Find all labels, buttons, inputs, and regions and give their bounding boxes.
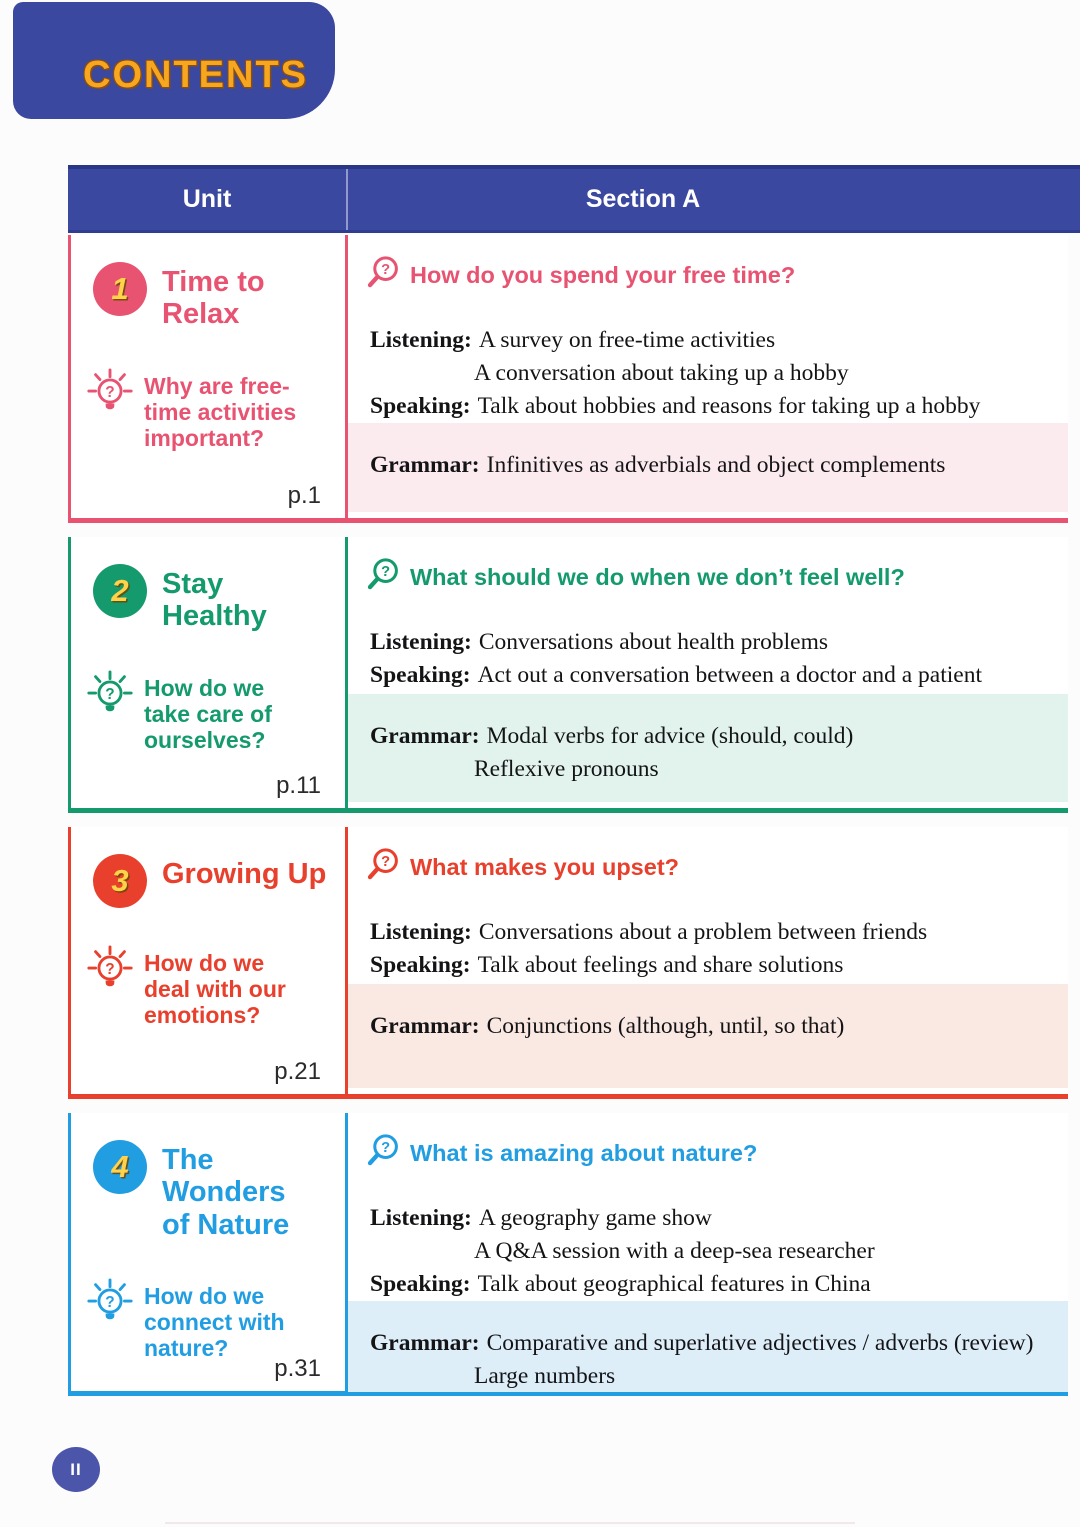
unit-title: Time to Relax — [162, 266, 265, 331]
svg-text:?: ? — [381, 853, 391, 870]
unit-column-header: Unit — [68, 169, 348, 230]
grammar-band: Grammar: Infinitives as adverbials and object complements — [348, 423, 1068, 512]
contents-title: CONTENTS — [83, 54, 308, 96]
section-activities: Listening: A geography game show A Q&A session with a deep-sea researcher Speaking: Talk about geographical features in China — [370, 1205, 875, 1297]
unit-2-section-a — [348, 537, 1068, 808]
page-number-badge: II — [52, 1447, 100, 1492]
question-magnifier-icon — [364, 846, 402, 890]
section-a-column-header: Section A — [585, 185, 701, 213]
svg-text:?: ? — [381, 1139, 391, 1156]
lightbulb-question-icon — [85, 1277, 135, 1361]
svg-text:?: ? — [381, 563, 391, 580]
section-question: What makes you upset? — [410, 853, 679, 880]
unit-number-badge: 3 — [93, 854, 147, 908]
table-row — [68, 537, 1068, 813]
unit-number-badge: 2 — [93, 564, 147, 618]
unit-essential-question: How do we connect with nature? — [144, 1283, 285, 1362]
unit-1-section-a — [348, 235, 1068, 518]
section-activities: Listening: Conversations about a problem between friends Speaking: Talk about feelings and share solutions — [370, 919, 928, 978]
grammar-band: Grammar: Modal verbs for advice (should, could) Reflexive pronouns — [348, 694, 1068, 802]
unit-essential-question: Why are free- time activities important? — [144, 372, 297, 451]
section-activities: Listening: A survey on free-time activities A conversation about taking up a hobby Speaking: Talk about hobbies and reasons for taking up a hobby — [370, 327, 981, 419]
question-magnifier-icon — [364, 1132, 402, 1176]
unit-2-cell — [71, 537, 348, 808]
table-header — [68, 165, 1080, 233]
unit-title: Stay Healthy — [162, 568, 267, 633]
lightbulb-question-icon — [85, 944, 135, 1028]
section-question: What should we do when we don’t feel well? — [410, 563, 905, 590]
section-question: What is amazing about nature? — [410, 1139, 758, 1166]
unit-1-cell — [71, 235, 348, 518]
question-magnifier-icon — [364, 556, 402, 600]
unit-4-section-a — [348, 1113, 1068, 1391]
lightbulb-question-icon — [85, 669, 135, 753]
unit-title: The Wonders of Nature — [162, 1144, 290, 1241]
question-magnifier-icon — [364, 254, 402, 298]
unit-4-cell — [71, 1113, 348, 1391]
svg-text:?: ? — [105, 383, 115, 401]
lightbulb-question-icon — [85, 367, 135, 451]
page-edge-shadow — [165, 1522, 855, 1524]
unit-essential-question: How do we take care of ourselves? — [144, 674, 272, 753]
svg-text:?: ? — [105, 960, 115, 978]
grammar-band: Grammar: Conjunctions (although, until, so that) — [348, 984, 1068, 1088]
unit-page-reference: p.31 — [274, 1355, 321, 1382]
unit-number-badge: 4 — [93, 1140, 147, 1194]
svg-text:?: ? — [105, 1294, 115, 1312]
table-row — [68, 1113, 1068, 1396]
unit-page-reference: p.1 — [287, 482, 321, 509]
svg-text:?: ? — [381, 261, 391, 278]
contents-banner — [13, 2, 335, 119]
table-row — [68, 235, 1068, 523]
unit-3-cell — [71, 827, 348, 1094]
unit-page-reference: p.21 — [274, 1058, 321, 1085]
grammar-band: Grammar: Comparative and superlative adjectives / adverbs (review) Large numbers — [348, 1301, 1068, 1393]
unit-title: Growing Up — [162, 858, 327, 890]
unit-number-badge: 1 — [93, 262, 147, 316]
unit-3-section-a — [348, 827, 1068, 1094]
section-activities: Listening: Conversations about health problems Speaking: Act out a conversation between a doctor and a patient — [370, 629, 982, 688]
svg-text:?: ? — [105, 685, 115, 703]
units-table-body — [68, 235, 1068, 1410]
unit-page-reference: p.11 — [276, 772, 321, 799]
section-question: How do you spend your free time? — [410, 261, 796, 288]
unit-essential-question: How do we deal with our emotions? — [144, 950, 286, 1028]
table-row — [68, 827, 1068, 1099]
